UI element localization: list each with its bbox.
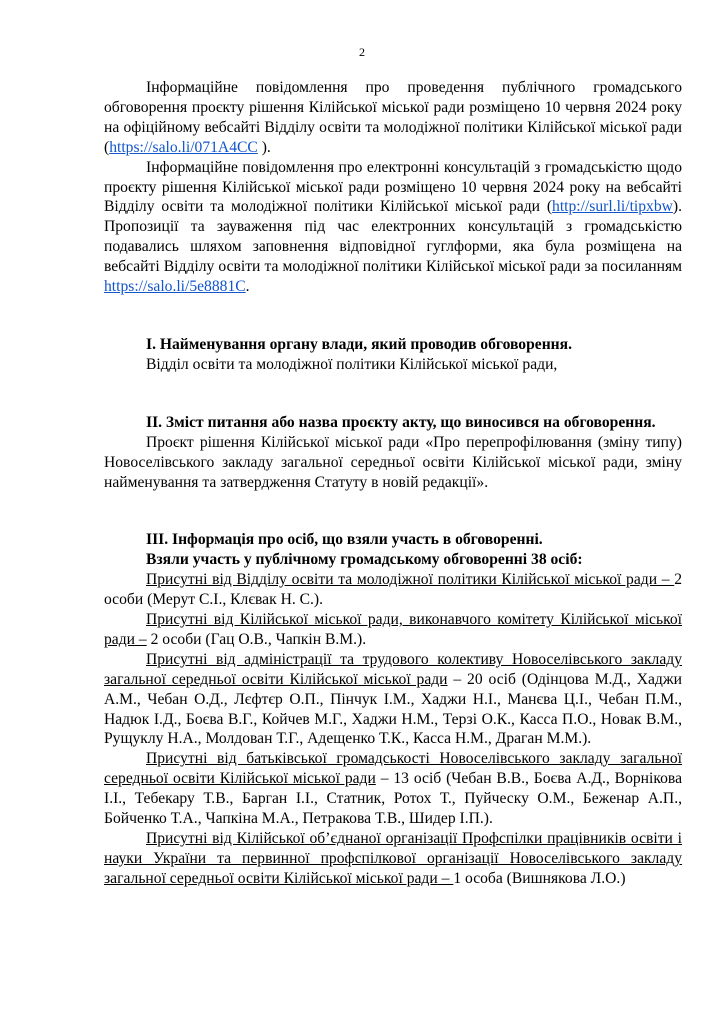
participant-group-separator: –	[437, 869, 454, 887]
participant-group	[104, 650, 682, 750]
participant-group	[104, 749, 682, 829]
participant-group	[104, 829, 682, 889]
intro-p2-link-2[interactable]: https://salo.li/5e8881C	[104, 278, 246, 296]
participant-group	[104, 570, 682, 610]
spacer	[104, 492, 682, 530]
participant-group-text: 2 особи (Гац О.В., Чапкін В.М.).	[146, 630, 367, 648]
participant-group-label: Присутні від адміністрації та трудового колективу Новоселівського закладу загальної середньої освіти Кілійської міської ради	[104, 650, 682, 688]
page-number: 2	[359, 45, 365, 59]
participant-group-label: Присутні від батьківської громадськості Новоселівського закладу загальної середньої освіти Кілійської міської ради	[104, 750, 682, 788]
participant-group-text: 2 особи (Мерут С.І., Клєвак Н. С.).	[104, 571, 682, 609]
intro-p1-end: ).	[257, 138, 271, 156]
participant-group-label: Присутні від Відділу освіти та молодіжної політики Кілійської міської ради	[146, 571, 658, 589]
intro-paragraph-1	[104, 78, 682, 158]
participant-group-label: Присутні від Кілійської міської ради, виконавчого комітету Кілійської міської ради	[104, 611, 682, 648]
section-1-heading: І. Найменування органу влади, який проводив обговорення.	[146, 335, 572, 353]
participant-group-label: Присутні від Кілійської об’єднаної організації Профспілки працівників освіти і науки України та первинної профспілкової організації Новоселівського закладу загальної середньої освіти Кілійської міської ради	[104, 830, 682, 887]
intro-p2-mid: ). Пропозиції та зауваження під час електронних консультацій з громадськістю подавались шляхом заповнення відповідної гуглформи, яка була розміщена на вебсайті Відділу освіти та молодіжної політики Кілійської міської ради за посиланням	[104, 198, 682, 276]
intro-p2-link-1[interactable]: http://surl.li/tipxbw	[552, 198, 673, 216]
participant-group-separator: –	[135, 630, 147, 648]
spacer	[104, 375, 682, 413]
section-2-body: Проєкт рішення Кілійської міської ради «Про перепрофілювання (зміну типу) Новоселівського закладу загальної середньої освіти Кілійської міської ради, зміну найменування та затвердження Статуту в новій редакції».	[104, 433, 682, 491]
intro-p2-end: .	[245, 278, 250, 296]
spacer	[104, 297, 682, 335]
section-3-heading: ІІІ. Інформація про осіб, що взяли участь в обговоренні.	[146, 531, 543, 549]
participant-group-text: 1 особа (Вишнякова Л.О.)	[453, 869, 626, 887]
document-body	[104, 78, 682, 889]
participant-group-separator: –	[657, 571, 675, 589]
participant-group	[104, 610, 682, 650]
section-1-body: Відділ освіти та молодіжної політики Кілійської міської ради,	[146, 355, 558, 373]
intro-p1-text: Інформаційне повідомлення про проведення публічного громадського обговорення проєкту рішення Кілійської міської ради розміщено 10 червня 2024 року на офіційному вебсайті Відділу освіти та молодіжної політики Кілійської міської ради (	[104, 79, 682, 156]
participant-group-text: – 13 осіб (Чебан В.В., Боєва А.Д., Ворнікова І.І., Тебекару Т.В., Барган І.І., Статник, Ротох Т., Пуйческу О.М., Беженар А.П., Бойченко Т.А., Чапкіна М.А., Петракова Т.В., Шидер І.П.).	[104, 770, 682, 828]
section-3-subheading: Взяли участь у публічному громадському обговоренні 38 осіб:	[146, 551, 583, 569]
intro-p2-text: Інформаційне повідомлення про електронні консультацій з громадськістю щодо проєкту рішення Кілійської міської ради розміщено 10 червня 2024 року на вебсайті Відділу освіти та молодіжної політики Кілійської міської ради (	[104, 158, 682, 216]
intro-paragraph-2	[104, 158, 682, 297]
intro-p1-link[interactable]: https://salo.li/071A4CC	[109, 138, 258, 156]
participant-group-text: – 20 осіб (Одінцова М.Д., Хаджи А.М., Чебан О.Д., Лєфтєр О.П., Пінчук І.М., Хаджи Н.І., Манєва Ц.І., Чебан П.М., Надюк І.Д., Боєва В.Г., Койчев М.Г., Хаджи Н.М., Терзі О.К., Касса П.О., Новак В.М., Рущуклу Н.А., Молдован Т.Г., Адещенко Т.К., Касса Н.М., Драган М.М.).	[104, 670, 682, 748]
section-2-heading: ІІ. Зміст питання або назва проєкту акту, що виносився на обговорення.	[146, 413, 656, 431]
